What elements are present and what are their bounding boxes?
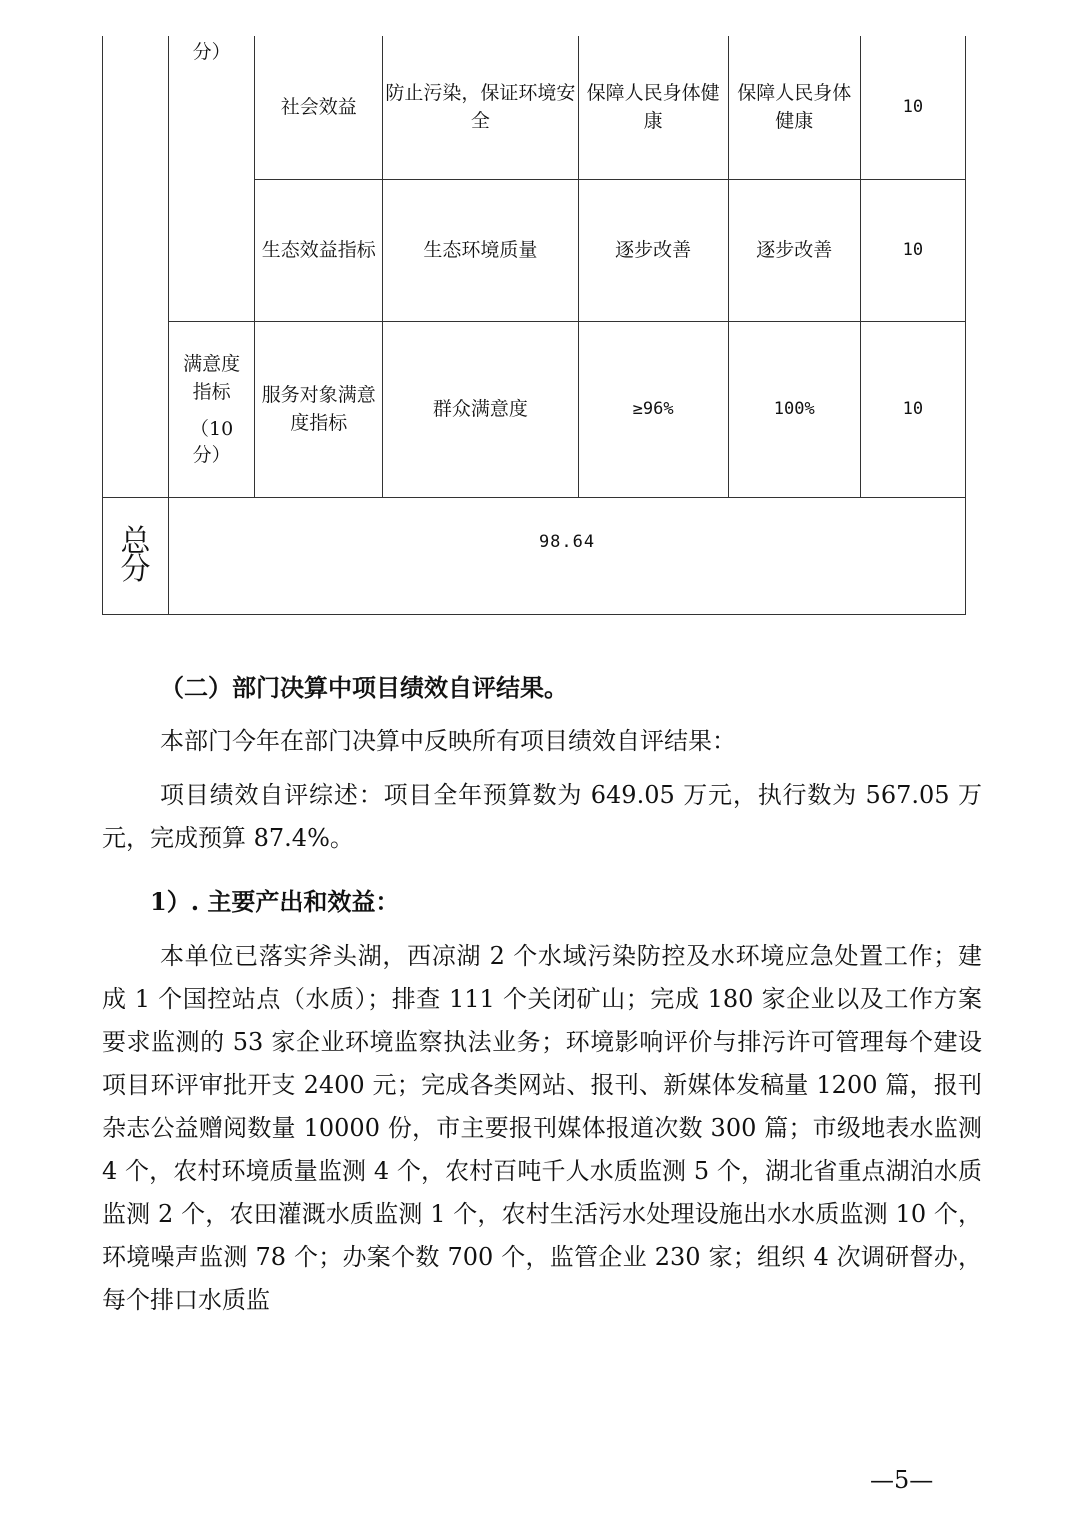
target-cell bbox=[578, 321, 728, 497]
score-cell bbox=[860, 36, 965, 179]
indicator-cell bbox=[383, 321, 578, 497]
indicator-text: 防止污染，保证环境安全 bbox=[385, 82, 576, 133]
section-heading: （二）部门决算中项目绩效自评结果。 bbox=[160, 673, 568, 702]
target-cell bbox=[578, 179, 728, 321]
indicator-text: 生态环境质量 bbox=[423, 239, 538, 261]
indicator-text: 群众满意度 bbox=[432, 398, 528, 420]
subcategory-text: 社会效益 bbox=[280, 96, 357, 119]
actual-text: 保障人民身体健康 bbox=[737, 82, 852, 133]
total-label-line: 总 bbox=[120, 523, 151, 559]
target-text: ≥96% bbox=[632, 399, 674, 419]
actual-cell bbox=[728, 179, 860, 321]
category-line: （10 bbox=[190, 418, 234, 440]
outer-category-cell bbox=[103, 36, 169, 497]
total-value-cell bbox=[169, 497, 966, 614]
performance-table bbox=[102, 36, 966, 615]
subcategory-text: 服务对象满意度指标 bbox=[261, 384, 376, 434]
body-paragraph: 本单位已落实斧头湖，西凉湖 2 个水域污染防控及水环境应急处置工作；建成 1 个国控站点（水质）；排查 111 个关闭矿山；完成 180 家企业以及工作方案要求监测的 53 家企业环境监察执法业务；环境影响评价与排污许可管理每个建设项目环评审批开支 2400 元；完成各类网站、报刊、新媒体发稿量 1200 篇，报刊杂志公益赠阅数量 10000 份，市主要报刊媒体报道次数 300 篇；市级地表水监测 4 个，农村环境质量监测 4 个，农村百吨千人水质监测 5 个，湖北省重点湖泊水质监测 2 个，农田灌溉水质监测 1 个，农村生活污水处理设施出水水质监测 10 个，环境噪声监测 78 个；办案个数 700 个，监管企业 230 家；组织 4 次调研督办，每个排口水质监 bbox=[102, 942, 982, 1314]
score-cell bbox=[860, 179, 965, 321]
table-row bbox=[103, 36, 966, 179]
category-cell bbox=[169, 321, 255, 497]
category-line: 满意度 bbox=[183, 353, 241, 375]
indicator-cell bbox=[383, 36, 578, 179]
subcategory-text: 生态效益指标 bbox=[261, 239, 376, 261]
summary-paragraph: 项目绩效自评综述：项目全年预算数为 649.05 万元，执行数为 567.05 万元，完成预算 87.4%。 bbox=[102, 781, 982, 852]
category-partial-text: 分） bbox=[192, 41, 231, 63]
category-cell-partial bbox=[169, 36, 255, 321]
target-cell bbox=[578, 36, 728, 179]
subheading: 1）. 主要产出和效益： bbox=[150, 887, 400, 916]
page-number: —5— bbox=[870, 1466, 934, 1494]
total-row bbox=[103, 497, 966, 614]
actual-cell bbox=[728, 321, 860, 497]
target-text: 保障人民身体健康 bbox=[586, 82, 720, 133]
subcategory-cell bbox=[255, 36, 383, 179]
score-text: 10 bbox=[902, 97, 924, 118]
actual-text: 逐步改善 bbox=[756, 239, 833, 261]
score-text: 10 bbox=[902, 399, 924, 419]
target-text: 逐步改善 bbox=[615, 239, 692, 261]
subcategory-cell bbox=[255, 179, 383, 321]
actual-cell bbox=[728, 36, 860, 179]
category-line: 分） bbox=[192, 444, 231, 466]
category-line: 指标 bbox=[192, 381, 231, 403]
table-row bbox=[103, 321, 966, 497]
actual-text: 100% bbox=[773, 399, 815, 419]
subcategory-cell bbox=[255, 321, 383, 497]
score-cell bbox=[860, 321, 965, 497]
total-value: 98.64 bbox=[538, 531, 596, 552]
intro-paragraph: 本部门今年在部门决算中反映所有项目绩效自评结果： bbox=[160, 727, 736, 755]
score-text: 10 bbox=[902, 240, 924, 260]
total-label-cell bbox=[103, 497, 169, 614]
total-label-line: 分 bbox=[120, 551, 151, 587]
indicator-cell bbox=[383, 179, 578, 321]
